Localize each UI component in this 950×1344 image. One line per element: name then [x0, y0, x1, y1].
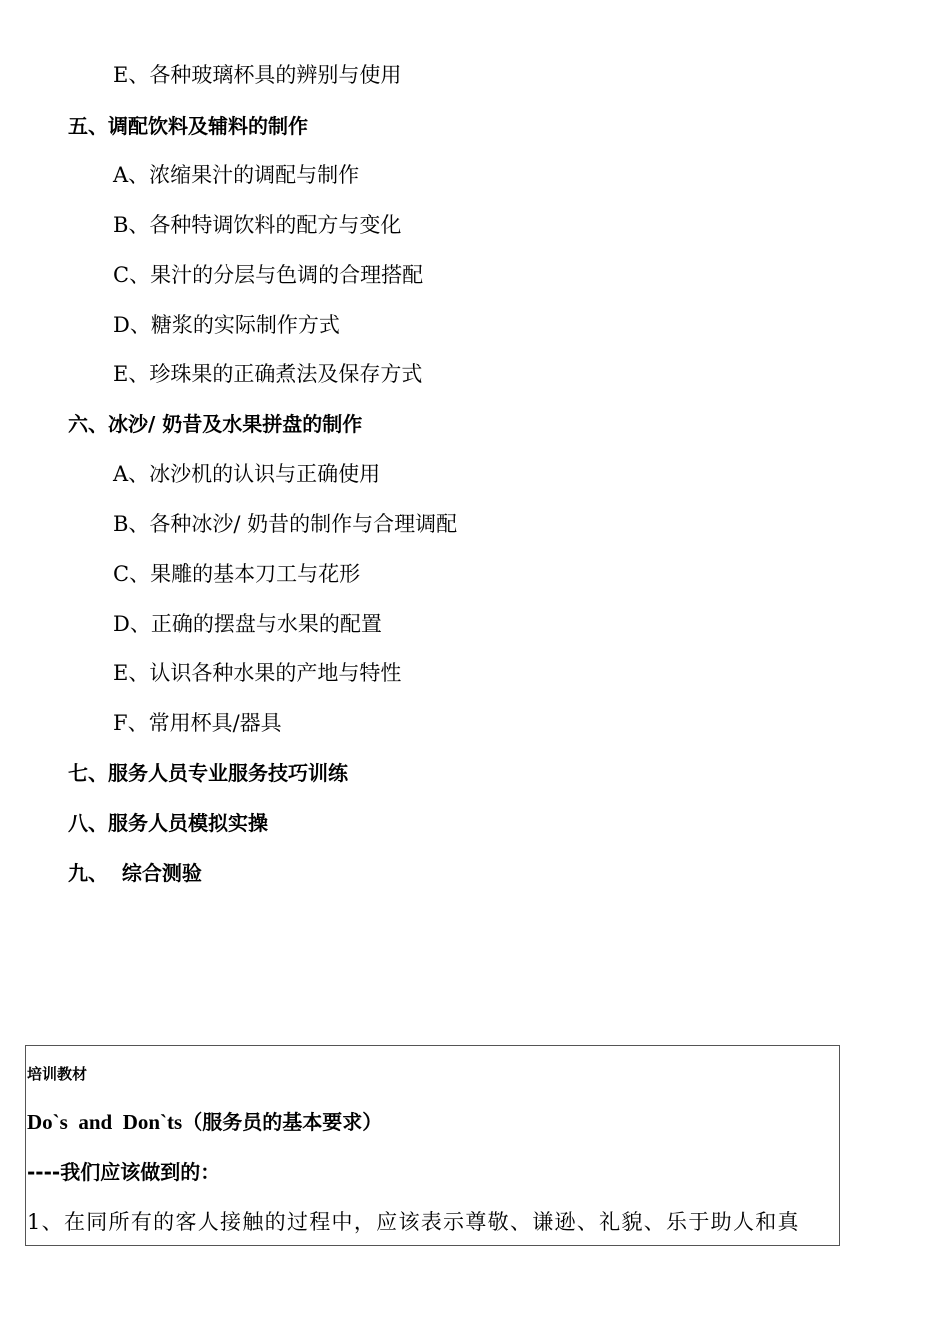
- rule-1-text: 1、在同所有的客人接触的过程中，应该表示尊敬、谦逊、礼貌、乐于助人和真: [27, 1210, 800, 1234]
- section-6-heading: 六、冰沙/ 奶昔及水果拼盘的制作: [68, 412, 363, 436]
- section-5-item-e: E、珍珠果的正确煮法及保存方式: [113, 362, 423, 386]
- dos-and-donts-title-en: Do`s and Don`ts: [27, 1110, 183, 1134]
- section-5-item-d: D、糖浆的实际制作方式: [113, 313, 340, 337]
- dos-and-donts-title: [27, 1108, 382, 1136]
- section-6-item-d: D、正确的摆盘与水果的配置: [113, 612, 382, 636]
- section-5-heading: 五、调配饮料及辅料的制作: [68, 114, 308, 138]
- section-6-item-a: A、冰沙机的认识与正确使用: [113, 462, 381, 486]
- section-5-item-b: B、各种特调饮料的配方与变化: [113, 213, 402, 237]
- section-6-item-c: C、果雕的基本刀工与花形: [113, 562, 361, 586]
- section-6-item-b: B、各种冰沙/ 奶昔的制作与合理调配: [113, 512, 458, 536]
- training-material-box: [25, 1045, 840, 1246]
- outline-item-e-glassware: E、各种玻璃杯具的辨别与使用: [113, 63, 402, 87]
- training-material-label: 培训教材: [27, 1065, 88, 1083]
- section-8-heading: 八、服务人员模拟实操: [68, 811, 268, 835]
- section-6-item-e: E、认识各种水果的产地与特性: [113, 661, 402, 685]
- section-7-heading: 七、服务人员专业服务技巧训练: [68, 761, 348, 785]
- should-do-subheading: ----我们应该做到的：: [27, 1160, 221, 1184]
- section-6-item-f: F、常用杯具/器具: [113, 711, 282, 735]
- section-5-item-c: C、果汁的分层与色调的合理搭配: [113, 263, 424, 287]
- section-5-item-a: A、浓缩果汁的调配与制作: [113, 163, 360, 187]
- dos-and-donts-title-cn: （服务员的基本要求）: [182, 1110, 383, 1134]
- section-9-heading: 九、 综合测验: [68, 861, 202, 885]
